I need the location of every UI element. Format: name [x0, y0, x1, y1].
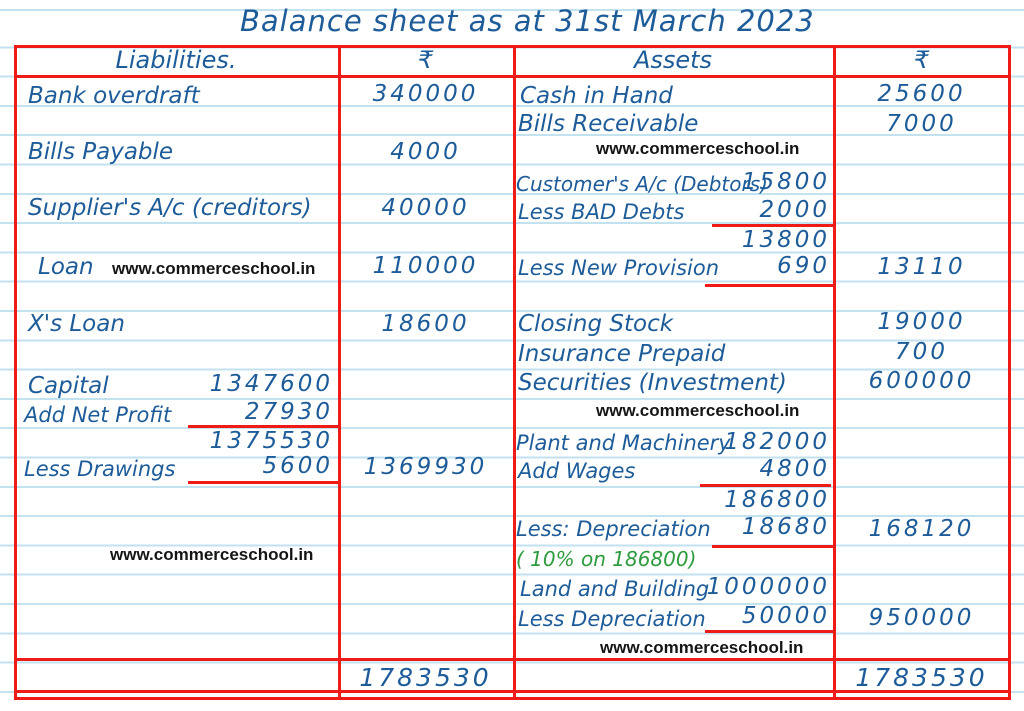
- add-wages-label: Add Wages: [518, 459, 636, 483]
- debtors-net-amount: 13110: [877, 254, 966, 280]
- plant-machinery-value: 182000: [724, 429, 830, 455]
- col-header-rupee-right: ₹: [913, 46, 930, 74]
- capital-label: Capital: [28, 373, 109, 399]
- underline-depreciation-land: [705, 630, 833, 633]
- plant-machinery-label: Plant and Machinery: [516, 431, 731, 455]
- less-drawings-value: 5600: [262, 453, 333, 479]
- asset-label: Insurance Prepaid: [518, 341, 726, 367]
- col-header-assets: Assets: [633, 46, 713, 74]
- asset-amount: 25600: [877, 81, 966, 107]
- less-drawings-label: Less Drawings: [24, 457, 176, 481]
- customer-debtors-label: Customer's A/c (Debtors): [516, 172, 768, 196]
- watermark: www.commerceschool.in: [110, 545, 314, 564]
- liability-amount: 18600: [381, 311, 470, 337]
- land-net-amount: 950000: [868, 605, 975, 631]
- underline-new-provision: [705, 284, 833, 287]
- capital-subtotal: 1375530: [209, 428, 333, 454]
- less-bad-debts-value: 2000: [759, 197, 830, 223]
- table-border-left: [14, 45, 17, 700]
- asset-amount: 600000: [868, 368, 975, 394]
- less-depreciation-machinery-value: 18680: [741, 514, 830, 540]
- depreciation-note: ( 10% on 186800): [516, 547, 697, 571]
- add-net-profit-label: Add Net Profit: [24, 403, 172, 427]
- less-depreciation-land-value: 50000: [741, 603, 830, 629]
- asset-amount: 19000: [877, 309, 966, 335]
- capital-net-amount: 1369930: [363, 454, 488, 480]
- asset-label: Bills Receivable: [518, 111, 699, 137]
- assets-total: 1783530: [855, 663, 988, 692]
- add-net-profit-value: 27930: [244, 399, 333, 425]
- add-wages-value: 4800: [759, 456, 830, 482]
- watermark: www.commerceschool.in: [600, 638, 804, 657]
- asset-amount: 700: [895, 339, 948, 365]
- capital-value: 1347600: [209, 371, 333, 397]
- liability-amount: 40000: [381, 195, 470, 221]
- less-new-provision-label: Less New Provision: [518, 256, 719, 280]
- col-header-rupee-left: ₹: [417, 46, 434, 74]
- liability-label: Bank overdraft: [28, 83, 200, 109]
- liability-label: Bills Payable: [28, 139, 174, 165]
- less-depreciation-machinery-label: Less: Depreciation: [516, 517, 711, 541]
- col-header-liabilities: Liabilities.: [115, 46, 237, 74]
- underline-drawings: [188, 481, 338, 484]
- underline-depreciation-machinery: [712, 545, 833, 548]
- machinery-subtotal: 186800: [724, 487, 830, 513]
- debtors-subtotal: 13800: [741, 227, 830, 253]
- liability-label: X's Loan: [28, 311, 125, 337]
- watermark: www.commerceschool.in: [596, 401, 800, 420]
- liability-amount: 340000: [372, 81, 479, 107]
- watermark: www.commerceschool.in: [596, 139, 800, 158]
- customer-debtors-value: 15800: [741, 169, 830, 195]
- table-divider-center: [513, 45, 516, 700]
- watermark: www.commerceschool.in: [112, 259, 316, 278]
- liability-amount: 110000: [372, 253, 479, 279]
- land-building-label: Land and Building: [520, 577, 710, 601]
- liabilities-total: 1783530: [359, 663, 492, 692]
- page-title: Balance sheet as at 31st March 2023: [240, 4, 815, 38]
- less-bad-debts-label: Less BAD Debts: [518, 200, 685, 224]
- liability-label: Loan: [38, 254, 94, 280]
- asset-label: Cash in Hand: [520, 83, 673, 109]
- liability-amount: 4000: [390, 139, 461, 165]
- asset-label: Closing Stock: [518, 311, 674, 337]
- asset-label: Securities (Investment): [518, 370, 787, 396]
- liability-label: Supplier's A/c (creditors): [28, 195, 312, 221]
- machinery-net-amount: 168120: [868, 516, 975, 542]
- land-building-value: 1000000: [706, 574, 830, 600]
- less-depreciation-land-label: Less Depreciation: [518, 607, 706, 631]
- less-new-provision-value: 690: [777, 253, 830, 279]
- asset-amount: 7000: [886, 111, 957, 137]
